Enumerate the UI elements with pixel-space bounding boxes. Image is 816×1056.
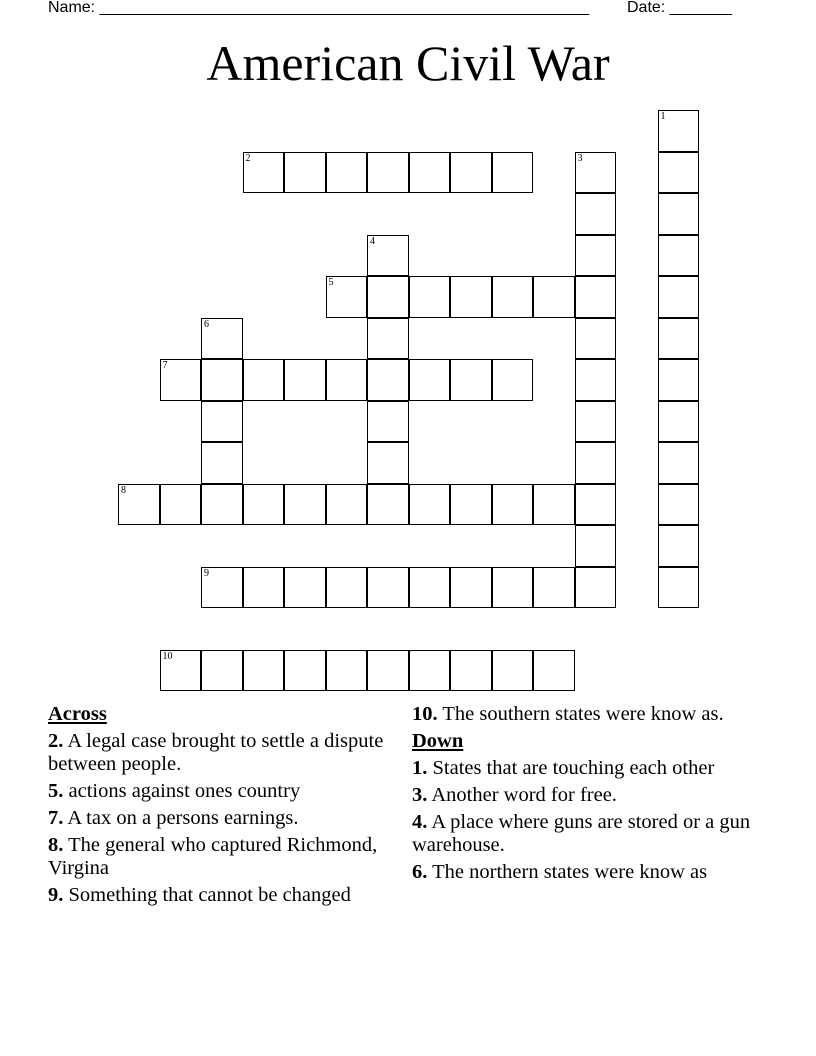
- cell-number: 10: [162, 650, 173, 662]
- grid-cell[interactable]: [575, 401, 617, 443]
- grid-cell[interactable]: [450, 152, 492, 194]
- grid-cell[interactable]: [533, 567, 575, 609]
- clue-across-2: [48, 730, 393, 776]
- grid-cell[interactable]: [533, 650, 575, 692]
- date-field[interactable]: Date: _______: [627, 0, 732, 16]
- grid-cell[interactable]: [284, 484, 326, 526]
- clue-number: 4.: [412, 811, 428, 833]
- clue-number: 7.: [48, 807, 64, 829]
- grid-cell[interactable]: [658, 401, 700, 443]
- grid-cell[interactable]: [201, 442, 243, 484]
- cell-number: 9: [204, 567, 209, 579]
- grid-cell[interactable]: [658, 235, 700, 277]
- grid-cell[interactable]: [326, 276, 368, 318]
- clue-text: A place where guns are stored or a gun warehouse.: [412, 811, 751, 856]
- cell-number: 1: [660, 111, 666, 122]
- grid-cell[interactable]: [658, 442, 700, 484]
- name-field[interactable]: Name: _______________________________________________________: [48, 0, 589, 16]
- grid-cell[interactable]: [658, 110, 700, 152]
- cell-number: 7: [162, 360, 168, 371]
- grid-cell[interactable]: [450, 359, 492, 401]
- grid-cell[interactable]: [492, 567, 534, 609]
- clue-text: The general who captured Richmond, Virgina: [48, 834, 378, 879]
- grid-cell[interactable]: [326, 567, 368, 609]
- grid-cell[interactable]: [243, 650, 285, 692]
- grid-cell[interactable]: [367, 650, 409, 692]
- grid-cell[interactable]: [450, 567, 492, 609]
- grid-cell[interactable]: [201, 401, 243, 443]
- grid-cell[interactable]: [658, 276, 700, 318]
- grid-cell[interactable]: [492, 650, 534, 692]
- clue-text: States that are touching each other: [432, 757, 715, 779]
- across-heading: Across: [48, 703, 107, 725]
- grid-cell[interactable]: [533, 484, 575, 526]
- grid-cell[interactable]: [658, 525, 700, 567]
- grid-cell[interactable]: [409, 567, 451, 609]
- grid-cell[interactable]: [326, 152, 368, 194]
- grid-cell[interactable]: [409, 359, 451, 401]
- grid-cell[interactable]: [658, 567, 700, 609]
- clue-number: 9.: [48, 884, 64, 906]
- grid-cell[interactable]: [450, 650, 492, 692]
- cell-number: 3: [577, 152, 583, 164]
- grid-cell[interactable]: [658, 152, 700, 194]
- grid-cell[interactable]: [575, 235, 617, 277]
- grid-cell[interactable]: [201, 318, 243, 360]
- clue-number: 5.: [48, 780, 64, 802]
- clue-down-3: [412, 784, 757, 807]
- grid-cell[interactable]: [575, 318, 617, 360]
- grid-cell[interactable]: [658, 318, 700, 360]
- grid-cell[interactable]: [160, 484, 202, 526]
- clue-number: 3.: [412, 784, 428, 806]
- clue-text: Something that cannot be changed: [68, 884, 351, 906]
- grid-cell[interactable]: [284, 152, 326, 194]
- grid-cell[interactable]: [201, 567, 243, 609]
- grid-cell[interactable]: [367, 442, 409, 484]
- clue-across-9: [48, 884, 393, 907]
- grid-cell[interactable]: [409, 484, 451, 526]
- grid-cell[interactable]: [367, 152, 409, 194]
- clue-number: 6.: [412, 861, 428, 883]
- grid-cell[interactable]: [367, 484, 409, 526]
- grid-cell[interactable]: [367, 276, 409, 318]
- grid-cell[interactable]: [658, 359, 700, 401]
- cell-number: 4: [370, 235, 375, 247]
- cell-number: 5: [328, 277, 334, 288]
- grid-cell[interactable]: [367, 359, 409, 401]
- clue-down-1: [412, 757, 757, 780]
- grid-cell[interactable]: [118, 484, 160, 526]
- grid-cell[interactable]: [450, 484, 492, 526]
- grid-cell[interactable]: [243, 484, 285, 526]
- grid-cell[interactable]: [575, 193, 617, 235]
- grid-cell[interactable]: [575, 359, 617, 401]
- cell-number: 6: [204, 318, 209, 330]
- grid-cell[interactable]: [409, 650, 451, 692]
- clue-across-5: [48, 780, 393, 803]
- grid-cell[interactable]: [326, 650, 368, 692]
- grid-cell[interactable]: [243, 359, 285, 401]
- grid-cell[interactable]: [658, 484, 700, 526]
- clue-text: Another word for free.: [431, 784, 617, 806]
- clues-column-left: [48, 703, 393, 911]
- clue-text: The northern states were know as: [432, 861, 708, 883]
- clue-number: 8.: [48, 834, 64, 856]
- grid-cell[interactable]: [409, 276, 451, 318]
- grid-cell[interactable]: [492, 359, 534, 401]
- grid-cell[interactable]: [367, 235, 409, 277]
- cell-number: 8: [121, 484, 126, 496]
- grid-cell[interactable]: [367, 567, 409, 609]
- grid-cell[interactable]: [575, 276, 617, 318]
- grid-cell[interactable]: [160, 650, 202, 692]
- clue-number: 10.: [412, 703, 438, 725]
- grid-cell[interactable]: [575, 152, 617, 194]
- clues-column-right: [412, 703, 757, 888]
- grid-cell[interactable]: [492, 152, 534, 194]
- grid-cell[interactable]: [367, 318, 409, 360]
- grid-cell[interactable]: [201, 650, 243, 692]
- clue-across-7: [48, 807, 393, 830]
- grid-cell[interactable]: [160, 359, 202, 401]
- grid-cell[interactable]: [243, 152, 285, 194]
- grid-cell[interactable]: [658, 193, 700, 235]
- grid-cell[interactable]: [575, 525, 617, 567]
- grid-cell[interactable]: [409, 152, 451, 194]
- grid-cell[interactable]: [243, 567, 285, 609]
- clue-number: 2.: [48, 730, 64, 752]
- clue-text: actions against ones country: [68, 780, 301, 802]
- grid-cell[interactable]: [326, 484, 368, 526]
- grid-cell[interactable]: [284, 650, 326, 692]
- clue-down-4: [412, 811, 757, 857]
- clue-number: 1.: [412, 757, 428, 779]
- grid-cell[interactable]: [450, 276, 492, 318]
- grid-cell[interactable]: [492, 276, 534, 318]
- grid-cell[interactable]: [201, 359, 243, 401]
- grid-cell[interactable]: [492, 484, 534, 526]
- grid-cell[interactable]: [367, 401, 409, 443]
- clue-across-8: [48, 834, 393, 880]
- clue-text: A tax on a persons earnings.: [67, 807, 299, 829]
- grid-cell[interactable]: [533, 276, 575, 318]
- clue-across-10: [412, 703, 757, 726]
- grid-cell[interactable]: [575, 484, 617, 526]
- cell-number: 2: [245, 152, 251, 164]
- grid-cell[interactable]: [575, 442, 617, 484]
- page-title: American Civil War: [206, 35, 610, 91]
- down-heading: Down: [412, 730, 464, 752]
- clue-text: A legal case brought to settle a dispute between people.: [48, 730, 384, 775]
- clue-down-6: [412, 861, 757, 884]
- grid-cell[interactable]: [284, 359, 326, 401]
- grid-cell[interactable]: [326, 359, 368, 401]
- grid-cell[interactable]: [201, 484, 243, 526]
- grid-cell[interactable]: [575, 567, 617, 609]
- clue-text: The southern states were know as.: [442, 703, 724, 725]
- grid-cell[interactable]: [284, 567, 326, 609]
